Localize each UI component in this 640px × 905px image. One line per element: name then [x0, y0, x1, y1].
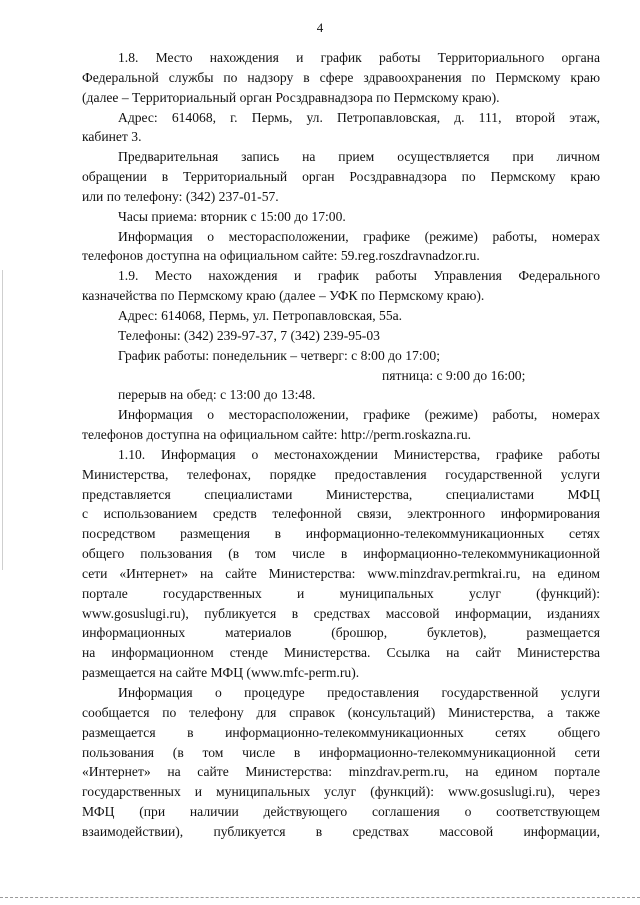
text-line: обращении в Территориальный орган Росздравнадзора по Пермскому краю: [82, 169, 600, 185]
text-line: общего пользования (в том числе в информационно-телекоммуникационной: [82, 546, 600, 562]
text-line: Часы приема: вторник с 15:00 до 17:00.: [118, 208, 346, 224]
text-line: сообщается по телефону для справок (консультаций) Министерства, а также: [82, 704, 600, 720]
text-line: государственных и муниципальных услуг (функций): www.gosuslugi.ru), через: [82, 784, 600, 800]
text-line: МФЦ (при наличии действующего соглашения о соответствующем: [82, 804, 600, 820]
text-line: представляется специалистами Министерства, специалистами МФЦ: [82, 486, 600, 502]
text-line: Адрес: 614068, г. Пермь, ул. Петропавловская, д. 111, второй этаж,: [118, 109, 600, 125]
text-line: Предварительная запись на прием осуществляется при личном: [118, 149, 600, 165]
text-line: www.gosuslugi.ru), публикуется в средствах массовой информации, изданиях: [82, 605, 600, 621]
text-line: 1.9. Место нахождения и график работы Управления Федерального: [118, 268, 600, 284]
text-line: казначейства по Пермскому краю (далее – УФК по Пермскому краю).: [82, 288, 485, 304]
text-line: информационных материалов (брошюр, буклетов), размещается: [82, 625, 600, 641]
scan-margin-mark: [2, 270, 3, 570]
text-line: Министерства, телефонах, порядке предоставления государственной услуги: [82, 466, 600, 482]
text-line: пользования (в том числе в информационно-телекоммуникационной сети: [82, 744, 600, 760]
text-line: или по телефону: (342) 237-01-57.: [82, 188, 279, 204]
text-line: взаимодействии), публикуется в средствах массовой информации,: [82, 823, 600, 839]
text-line: График работы: понедельник – четверг: с 8:00 до 17:00;: [118, 347, 440, 363]
text-line: кабинет 3.: [82, 129, 142, 145]
text-line: сети «Интернет» на сайте Министерства: www.minzdrav.permkrai.ru, на едином: [82, 565, 600, 581]
text-line: пятница: с 9:00 до 16:00;: [382, 367, 526, 383]
text-line: «Интернет» на сайте Министерства: minzdrav.perm.ru, на едином портале: [82, 764, 600, 780]
text-line: размещается на сайте МФЦ (www.mfc-perm.ru).: [82, 665, 360, 681]
document-body: [82, 48, 600, 842]
page-number: 4: [316, 20, 324, 35]
footer-rule: [0, 897, 640, 898]
text-line: 1.8. Место нахождения и график работы Территориального органа: [118, 50, 600, 65]
text-line: Информация о процедуре предоставления государственной услуги: [118, 685, 600, 700]
text-line: Адрес: 614068, Пермь, ул. Петропавловская, 55а.: [118, 307, 403, 323]
text-line: Информация о месторасположении, графике (режиме) работы, номерах: [118, 228, 600, 244]
text-line: Телефоны: (342) 239-97-37, 7 (342) 239-95-03: [118, 327, 380, 343]
text-line: посредством размещения в информационно-телекоммуникационных сетях: [82, 526, 600, 542]
text-line: телефонов доступна на официальном сайте: http://perm.roskazna.ru.: [82, 427, 472, 443]
text-line: на информационном стенде Министерства. Ссылка на сайт Министерства: [82, 645, 600, 661]
text-line: портале государственных и муниципальных услуг (функций):: [82, 585, 600, 601]
text-line: телефонов доступна на официальном сайте: 59.reg.roszdravnadzor.ru.: [82, 248, 480, 264]
text-line: с использованием средств телефонной связи, электронного информирования: [82, 506, 600, 522]
text-line: (далее – Территориальный орган Росздравнадзора по Пермскому краю).: [82, 89, 500, 105]
text-line: размещается в информационно-телекоммуникационных сетях общего: [82, 724, 600, 740]
text-line: Федеральной службы по надзору в сфере здравоохранения по Пермскому краю: [82, 69, 600, 85]
text-line: 1.10. Информация о местонахождении Министерства, графике работы: [118, 446, 600, 462]
text-line: Информация о месторасположении, графике (режиме) работы, номерах: [118, 407, 600, 423]
text-line: перерыв на обед: с 13:00 до 13:48.: [118, 387, 316, 403]
